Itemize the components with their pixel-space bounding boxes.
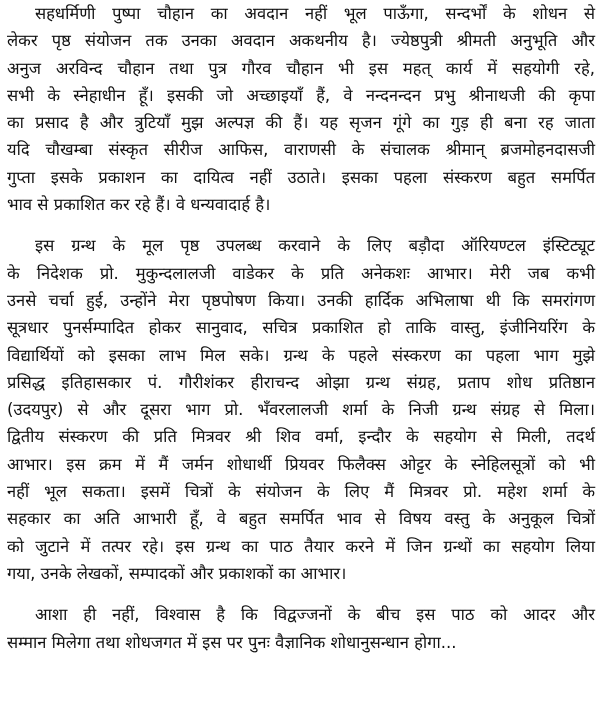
text-line: भाव से प्रकाशित कर रहे हैं। वे धन्यवादार्ह है। xyxy=(7,195,271,215)
paragraph-acknowledgement-sources xyxy=(7,232,595,587)
text-line: विद्यार्थियों को इसका लाभ मिल सके। ग्रन्थ के पहले संस्करण का पहला भाग मुझे xyxy=(7,345,595,365)
text-line: गुप्ता इसके प्रकाशन का दायित्व नहीं उठाते। इसका पहला संस्करण बहुत समर्पित xyxy=(7,167,595,187)
text-line: सभी के स्नेहाधीन हूँ। इसकी जो अच्छाइयाँ हैं, वे नन्दनन्दन प्रभु श्रीनाथजी की कृपा xyxy=(7,85,595,105)
text-line: सम्मान मिलेगा तथा शोधजगत में इस पर पुनः वैज्ञानिक शोधानुसन्धान होगा... xyxy=(7,632,457,652)
text-line: नहीं भूल सकता। इसमें चित्रों के संयोजन के लिए मैं मित्रवर प्रो. महेश शर्मा के xyxy=(7,482,595,502)
paragraph-acknowledgement-family xyxy=(7,0,595,218)
text-line: प्रसिद्ध इतिहासकार पं. गौरीशंकर हीराचन्द ओझा ग्रन्थ संग्रह, प्रताप शोध प्रतिष्ठान xyxy=(7,372,595,392)
text-line: आशा ही नहीं, विश्वास है कि विद्वज्जनों के बीच इस पाठ को आदर और xyxy=(35,605,595,625)
text-line: सूत्रधार पुनर्सम्पादित होकर सानुवाद, सचित्र प्रकाशित हो ताकि वास्तु, इंजीनियरिंग के xyxy=(7,318,595,338)
text-line: को जुटाने में तत्पर रहे। इस ग्रन्थ का पाठ तैयार करने में जिन ग्रन्थों का सहयोग लिया xyxy=(7,536,595,556)
text-line: सहकार का अति आभारी हूँ, वे बहुत समर्पित भाव से विषय वस्तु के अनुकूल चित्रों xyxy=(7,509,595,529)
text-line: सहधर्मिणी पुष्पा चौहान का अवदान नहीं भूल पाऊँगा, सन्दर्भों के शोधन से xyxy=(35,4,595,23)
paragraph-closing xyxy=(7,601,595,656)
text-line: इस ग्रन्थ के मूल पृष्ठ उपलब्ध करवाने के लिए बड़ौदा ऑरियण्टल इंस्टिट्यूट xyxy=(35,236,595,256)
text-line: आभार। इस क्रम में मैं जर्मन शोधार्थी प्रियवर फिलैक्स ओट्टर के स्नेहिलसूत्रों को भी xyxy=(7,454,595,474)
text-line: द्वितीय संस्करण की प्रति मित्रवर श्री शिव वर्मा, इन्दौर के सहयोग से मिली, तदर्थ xyxy=(7,427,595,447)
paragraph-gap xyxy=(7,587,595,601)
paragraph-gap xyxy=(7,218,595,232)
text-line: यदि चौखम्बा संस्कृत सीरीज आफिस, वाराणसी के संचालक श्रीमान् ब्रजमोहनदासजी xyxy=(7,140,595,160)
text-line: अनुज अरविन्द चौहान तथा पुत्र गौरव चौहान भी इस महत् कार्य में सहयोगी रहे, xyxy=(7,58,595,78)
text-line: (उदयपुर) से और दूसरा भाग प्रो. भँवरलालजी शर्मा के निजी ग्रन्थ संग्रह से मिला। xyxy=(7,400,595,420)
text-line: का प्रसाद है और त्रुटियाँ मुझ अल्पज्ञ की हैं। यह सृजन गूंगे का गुड़ ही बना रह जाता xyxy=(7,113,595,133)
text-line: उनसे चर्चा हुई, उन्होंने मेरा पृष्ठपोषण किया। उनकी हार्दिक अभिलाषा थी कि समरांगण xyxy=(7,290,595,310)
text-line: गया, उनके लेखकों, सम्पादकों और प्रकाशकों का आभार। xyxy=(7,563,347,583)
text-line: के निदेशक प्रो. मुकुन्दलालजी वाडेकर के प्रति अनेकशः आभार। मेरी जब कभी xyxy=(7,263,595,283)
text-line: लेकर पृष्ठ संयोजन तक उनका अवदान अकथनीय है। ज्येष्ठपुत्री श्रीमती अनुभूति और xyxy=(7,31,595,51)
